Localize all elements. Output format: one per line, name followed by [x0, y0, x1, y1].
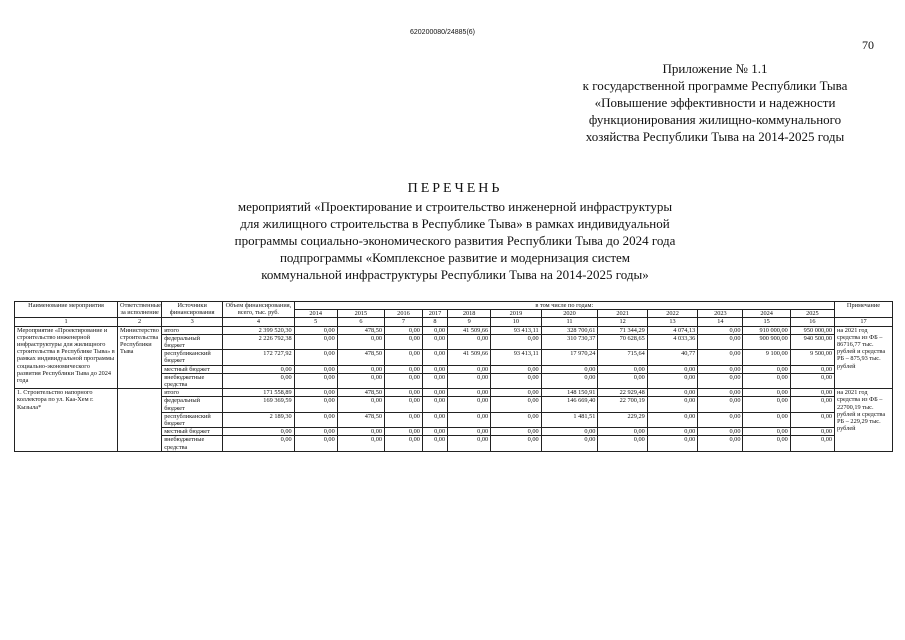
total-volume: 2 189,30 — [223, 412, 294, 427]
year-value: 0,00 — [541, 436, 598, 451]
year-value: 0,00 — [790, 373, 834, 388]
year-value: 0,00 — [294, 389, 337, 397]
column-number: 9 — [448, 318, 491, 326]
year-value: 478,50 — [337, 350, 384, 365]
year-value: 310 730,37 — [541, 334, 598, 349]
column-number: 5 — [294, 318, 337, 326]
year-value: 0,00 — [337, 373, 384, 388]
header-sources: Источники финансирования — [162, 302, 223, 318]
year-value: 93 413,11 — [491, 326, 541, 334]
year-value: 0,00 — [294, 365, 337, 373]
year-value: 0,00 — [743, 428, 790, 436]
appendix-line: функционирования жилищно-коммунального — [588, 112, 842, 127]
year-value: 93 413,11 — [491, 350, 541, 365]
year-value: 0,00 — [790, 436, 834, 451]
total-volume: 171 558,89 — [223, 389, 294, 397]
year-value: 0,00 — [294, 428, 337, 436]
year-value: 0,00 — [448, 373, 491, 388]
total-volume: 2 399 520,30 — [223, 326, 294, 334]
year-value: 22 929,48 — [598, 389, 647, 397]
column-number: 12 — [598, 318, 647, 326]
year-value: 0,00 — [790, 428, 834, 436]
appendix-header — [520, 60, 905, 145]
year-value: 0,00 — [337, 334, 384, 349]
year-value: 0,00 — [647, 436, 697, 451]
note-cell: на 2021 год средства из ФБ – 22700,19 тыс. рублей и средства РБ – 229,29 тыс. рублей — [835, 389, 893, 452]
year-value: 0,00 — [491, 436, 541, 451]
total-volume: 0,00 — [223, 436, 294, 451]
year-header: 2024 — [743, 310, 790, 318]
year-value: 0,00 — [385, 428, 423, 436]
year-header: 2015 — [337, 310, 384, 318]
year-value: 0,00 — [294, 373, 337, 388]
column-number: 6 — [337, 318, 384, 326]
header-including: в том числе по годам: — [294, 302, 834, 310]
year-value: 0,00 — [698, 326, 743, 334]
year-value: 0,00 — [491, 365, 541, 373]
year-value: 9 100,00 — [743, 350, 790, 365]
year-value: 0,00 — [790, 397, 834, 412]
year-value: 0,00 — [698, 365, 743, 373]
year-value: 0,00 — [422, 428, 447, 436]
appendix-line: к государственной программе Республики Тыва — [582, 78, 848, 93]
year-value: 70 628,65 — [598, 334, 647, 349]
year-value: 0,00 — [790, 412, 834, 427]
year-value: 0,00 — [743, 365, 790, 373]
title-line: для жилищного строительства в Республике Тыва» в рамках индивидуальной — [240, 216, 670, 231]
year-header: 2014 — [294, 310, 337, 318]
column-number: 7 — [385, 318, 423, 326]
column-number: 14 — [698, 318, 743, 326]
year-value: 0,00 — [491, 397, 541, 412]
year-value: 0,00 — [598, 365, 647, 373]
year-value: 940 500,00 — [790, 334, 834, 349]
year-value: 0,00 — [294, 397, 337, 412]
column-number: 1 — [15, 318, 118, 326]
year-value: 0,00 — [385, 436, 423, 451]
year-value: 0,00 — [448, 334, 491, 349]
year-value: 0,00 — [422, 365, 447, 373]
year-value: 0,00 — [294, 350, 337, 365]
year-value: 0,00 — [743, 436, 790, 451]
year-value: 0,00 — [422, 412, 447, 427]
year-value: 0,00 — [422, 436, 447, 451]
year-value: 478,50 — [337, 326, 384, 334]
appendix-line: хозяйства Республики Тыва на 2014-2025 годы — [585, 129, 845, 144]
activity-name: 1. Строительство напорного коллектора по ул. Каа-Хем г. Кызыла* — [15, 389, 118, 452]
year-value: 0,00 — [385, 373, 423, 388]
page-number: 70 — [862, 38, 874, 52]
appendix-line: «Повышение эффективности и надежности — [594, 95, 836, 110]
year-value: 0,00 — [491, 428, 541, 436]
year-value: 0,00 — [491, 334, 541, 349]
funding-source: республиканский бюджет — [162, 412, 223, 427]
activity-name: Мероприятие «Проектирование и строительство инженерной инфраструктуры для жилищного строительства в Республике Тыва» в рамках индивидуальной программы социально-экономического развития Республики Тыва до 2024 года — [15, 326, 118, 389]
year-value: 0,00 — [743, 412, 790, 427]
note-cell: на 2021 год средства из ФБ – 86716,77 тыс. рублей и средства РБ – 875,93 тыс. рублей — [835, 326, 893, 389]
year-value: 148 150,91 — [541, 389, 598, 397]
title-heading: ПЕРЕЧЕНЬ — [407, 181, 503, 196]
year-value: 0,00 — [698, 397, 743, 412]
year-header: 2018 — [448, 310, 491, 318]
column-number: 2 — [118, 318, 162, 326]
year-value: 0,00 — [647, 365, 697, 373]
year-header: 2021 — [598, 310, 647, 318]
year-value: 0,00 — [491, 389, 541, 397]
funding-source: итого — [162, 326, 223, 334]
financing-table — [14, 301, 893, 452]
year-value: 0,00 — [698, 412, 743, 427]
year-value: 950 000,00 — [790, 326, 834, 334]
year-value: 0,00 — [698, 436, 743, 451]
year-header: 2019 — [491, 310, 541, 318]
year-value: 0,00 — [422, 326, 447, 334]
year-value: 0,00 — [598, 436, 647, 451]
title-line: программы социально-экономического развития Республики Тыва до 2024 года — [234, 233, 676, 248]
year-value: 0,00 — [448, 389, 491, 397]
year-value: 0,00 — [448, 397, 491, 412]
year-value: 0,00 — [647, 412, 697, 427]
year-value: 0,00 — [337, 397, 384, 412]
funding-source: федеральный бюджет — [162, 397, 223, 412]
header-row — [15, 302, 893, 310]
total-volume: 172 727,92 — [223, 350, 294, 365]
year-value: 0,00 — [422, 389, 447, 397]
year-value: 40,77 — [647, 350, 697, 365]
header-name: Наименование мероприятия — [15, 302, 118, 318]
year-value: 0,00 — [422, 350, 447, 365]
header-note: Примечание — [835, 302, 893, 318]
title-line: коммунальной инфраструктуры Республики Тыва на 2014-2025 годы» — [261, 267, 649, 282]
year-value: 0,00 — [647, 389, 697, 397]
year-value: 0,00 — [448, 412, 491, 427]
column-number: 4 — [223, 318, 294, 326]
year-value: 0,00 — [698, 350, 743, 365]
year-value: 4 074,13 — [647, 326, 697, 334]
year-header: 2025 — [790, 310, 834, 318]
year-value: 0,00 — [698, 389, 743, 397]
year-value: 0,00 — [294, 436, 337, 451]
year-value: 0,00 — [647, 373, 697, 388]
header-responsible: Ответственные за исполнение — [118, 302, 162, 318]
column-number: 8 — [422, 318, 447, 326]
title-line: подпрограммы «Комплексное развитие и модернизация систем — [279, 250, 631, 265]
year-value: 0,00 — [385, 397, 423, 412]
year-header: 2023 — [698, 310, 743, 318]
year-value: 0,00 — [448, 436, 491, 451]
year-value: 715,64 — [598, 350, 647, 365]
responsible-party — [118, 389, 162, 452]
funding-source: внебюджетные средства — [162, 373, 223, 388]
header-volume: Объем финансирования, всего, тыс. руб. — [223, 302, 294, 318]
funding-source: федеральный бюджет — [162, 334, 223, 349]
column-number: 10 — [491, 318, 541, 326]
total-volume: 2 226 792,38 — [223, 334, 294, 349]
year-value: 0,00 — [743, 373, 790, 388]
funding-source: внебюджетные средства — [162, 436, 223, 451]
year-value: 0,00 — [385, 389, 423, 397]
year-value: 0,00 — [385, 350, 423, 365]
year-header: 2016 — [385, 310, 423, 318]
year-value: 0,00 — [541, 365, 598, 373]
year-value: 41 509,66 — [448, 326, 491, 334]
column-number: 17 — [835, 318, 893, 326]
year-value: 0,00 — [698, 373, 743, 388]
responsible-party: Министерство строительства Республики Тыва — [118, 326, 162, 389]
year-value: 0,00 — [598, 428, 647, 436]
column-number: 15 — [743, 318, 790, 326]
year-value: 478,50 — [337, 389, 384, 397]
year-value: 0,00 — [448, 428, 491, 436]
year-value: 22 700,19 — [598, 397, 647, 412]
year-header: 2020 — [541, 310, 598, 318]
year-value: 0,00 — [422, 373, 447, 388]
total-volume: 0,00 — [223, 428, 294, 436]
year-value: 0,00 — [743, 397, 790, 412]
document-title — [160, 180, 750, 283]
funding-source: итого — [162, 389, 223, 397]
year-value: 910 000,00 — [743, 326, 790, 334]
year-value: 0,00 — [337, 365, 384, 373]
total-volume: 0,00 — [223, 373, 294, 388]
document-id: 620200080/24885(6) — [410, 29, 476, 36]
total-volume: 169 369,59 — [223, 397, 294, 412]
year-value: 0,00 — [337, 428, 384, 436]
year-value: 0,00 — [385, 334, 423, 349]
table-row — [15, 389, 893, 397]
year-value: 4 033,36 — [647, 334, 697, 349]
year-header: 2017 — [422, 310, 447, 318]
year-header: 2022 — [647, 310, 697, 318]
year-value: 0,00 — [698, 428, 743, 436]
year-value: 0,00 — [385, 365, 423, 373]
year-value: 0,00 — [541, 428, 598, 436]
year-value: 0,00 — [541, 373, 598, 388]
year-value: 0,00 — [790, 365, 834, 373]
year-value: 0,00 — [647, 397, 697, 412]
year-value: 0,00 — [294, 334, 337, 349]
year-value: 0,00 — [294, 412, 337, 427]
column-number: 13 — [647, 318, 697, 326]
column-numbers-row — [15, 318, 893, 326]
appendix-line: Приложение № 1.1 — [662, 61, 768, 76]
year-value: 0,00 — [647, 428, 697, 436]
year-value: 0,00 — [743, 389, 790, 397]
funding-source: местный бюджет — [162, 428, 223, 436]
year-value: 0,00 — [698, 334, 743, 349]
year-value: 0,00 — [385, 412, 423, 427]
year-value: 229,29 — [598, 412, 647, 427]
year-value: 0,00 — [448, 365, 491, 373]
funding-source: местный бюджет — [162, 365, 223, 373]
year-value: 71 344,29 — [598, 326, 647, 334]
year-value: 900 900,00 — [743, 334, 790, 349]
year-value: 0,00 — [598, 373, 647, 388]
year-value: 0,00 — [422, 334, 447, 349]
year-value: 0,00 — [790, 389, 834, 397]
column-number: 16 — [790, 318, 834, 326]
year-value: 0,00 — [422, 397, 447, 412]
year-value: 9 500,00 — [790, 350, 834, 365]
year-value: 0,00 — [294, 326, 337, 334]
year-value: 0,00 — [491, 412, 541, 427]
year-value: 478,50 — [337, 412, 384, 427]
total-volume: 0,00 — [223, 365, 294, 373]
title-line: мероприятий «Проектирование и строительство инженерной инфраструктуры — [237, 199, 673, 214]
funding-source: республиканский бюджет — [162, 350, 223, 365]
year-value: 146 669,40 — [541, 397, 598, 412]
year-value: 41 509,66 — [448, 350, 491, 365]
year-value: 0,00 — [385, 326, 423, 334]
column-number: 11 — [541, 318, 598, 326]
column-number: 3 — [162, 318, 223, 326]
year-value: 0,00 — [491, 373, 541, 388]
table-row — [15, 326, 893, 334]
year-value: 328 700,61 — [541, 326, 598, 334]
year-value: 1 481,51 — [541, 412, 598, 427]
year-value: 0,00 — [337, 436, 384, 451]
year-value: 17 970,24 — [541, 350, 598, 365]
